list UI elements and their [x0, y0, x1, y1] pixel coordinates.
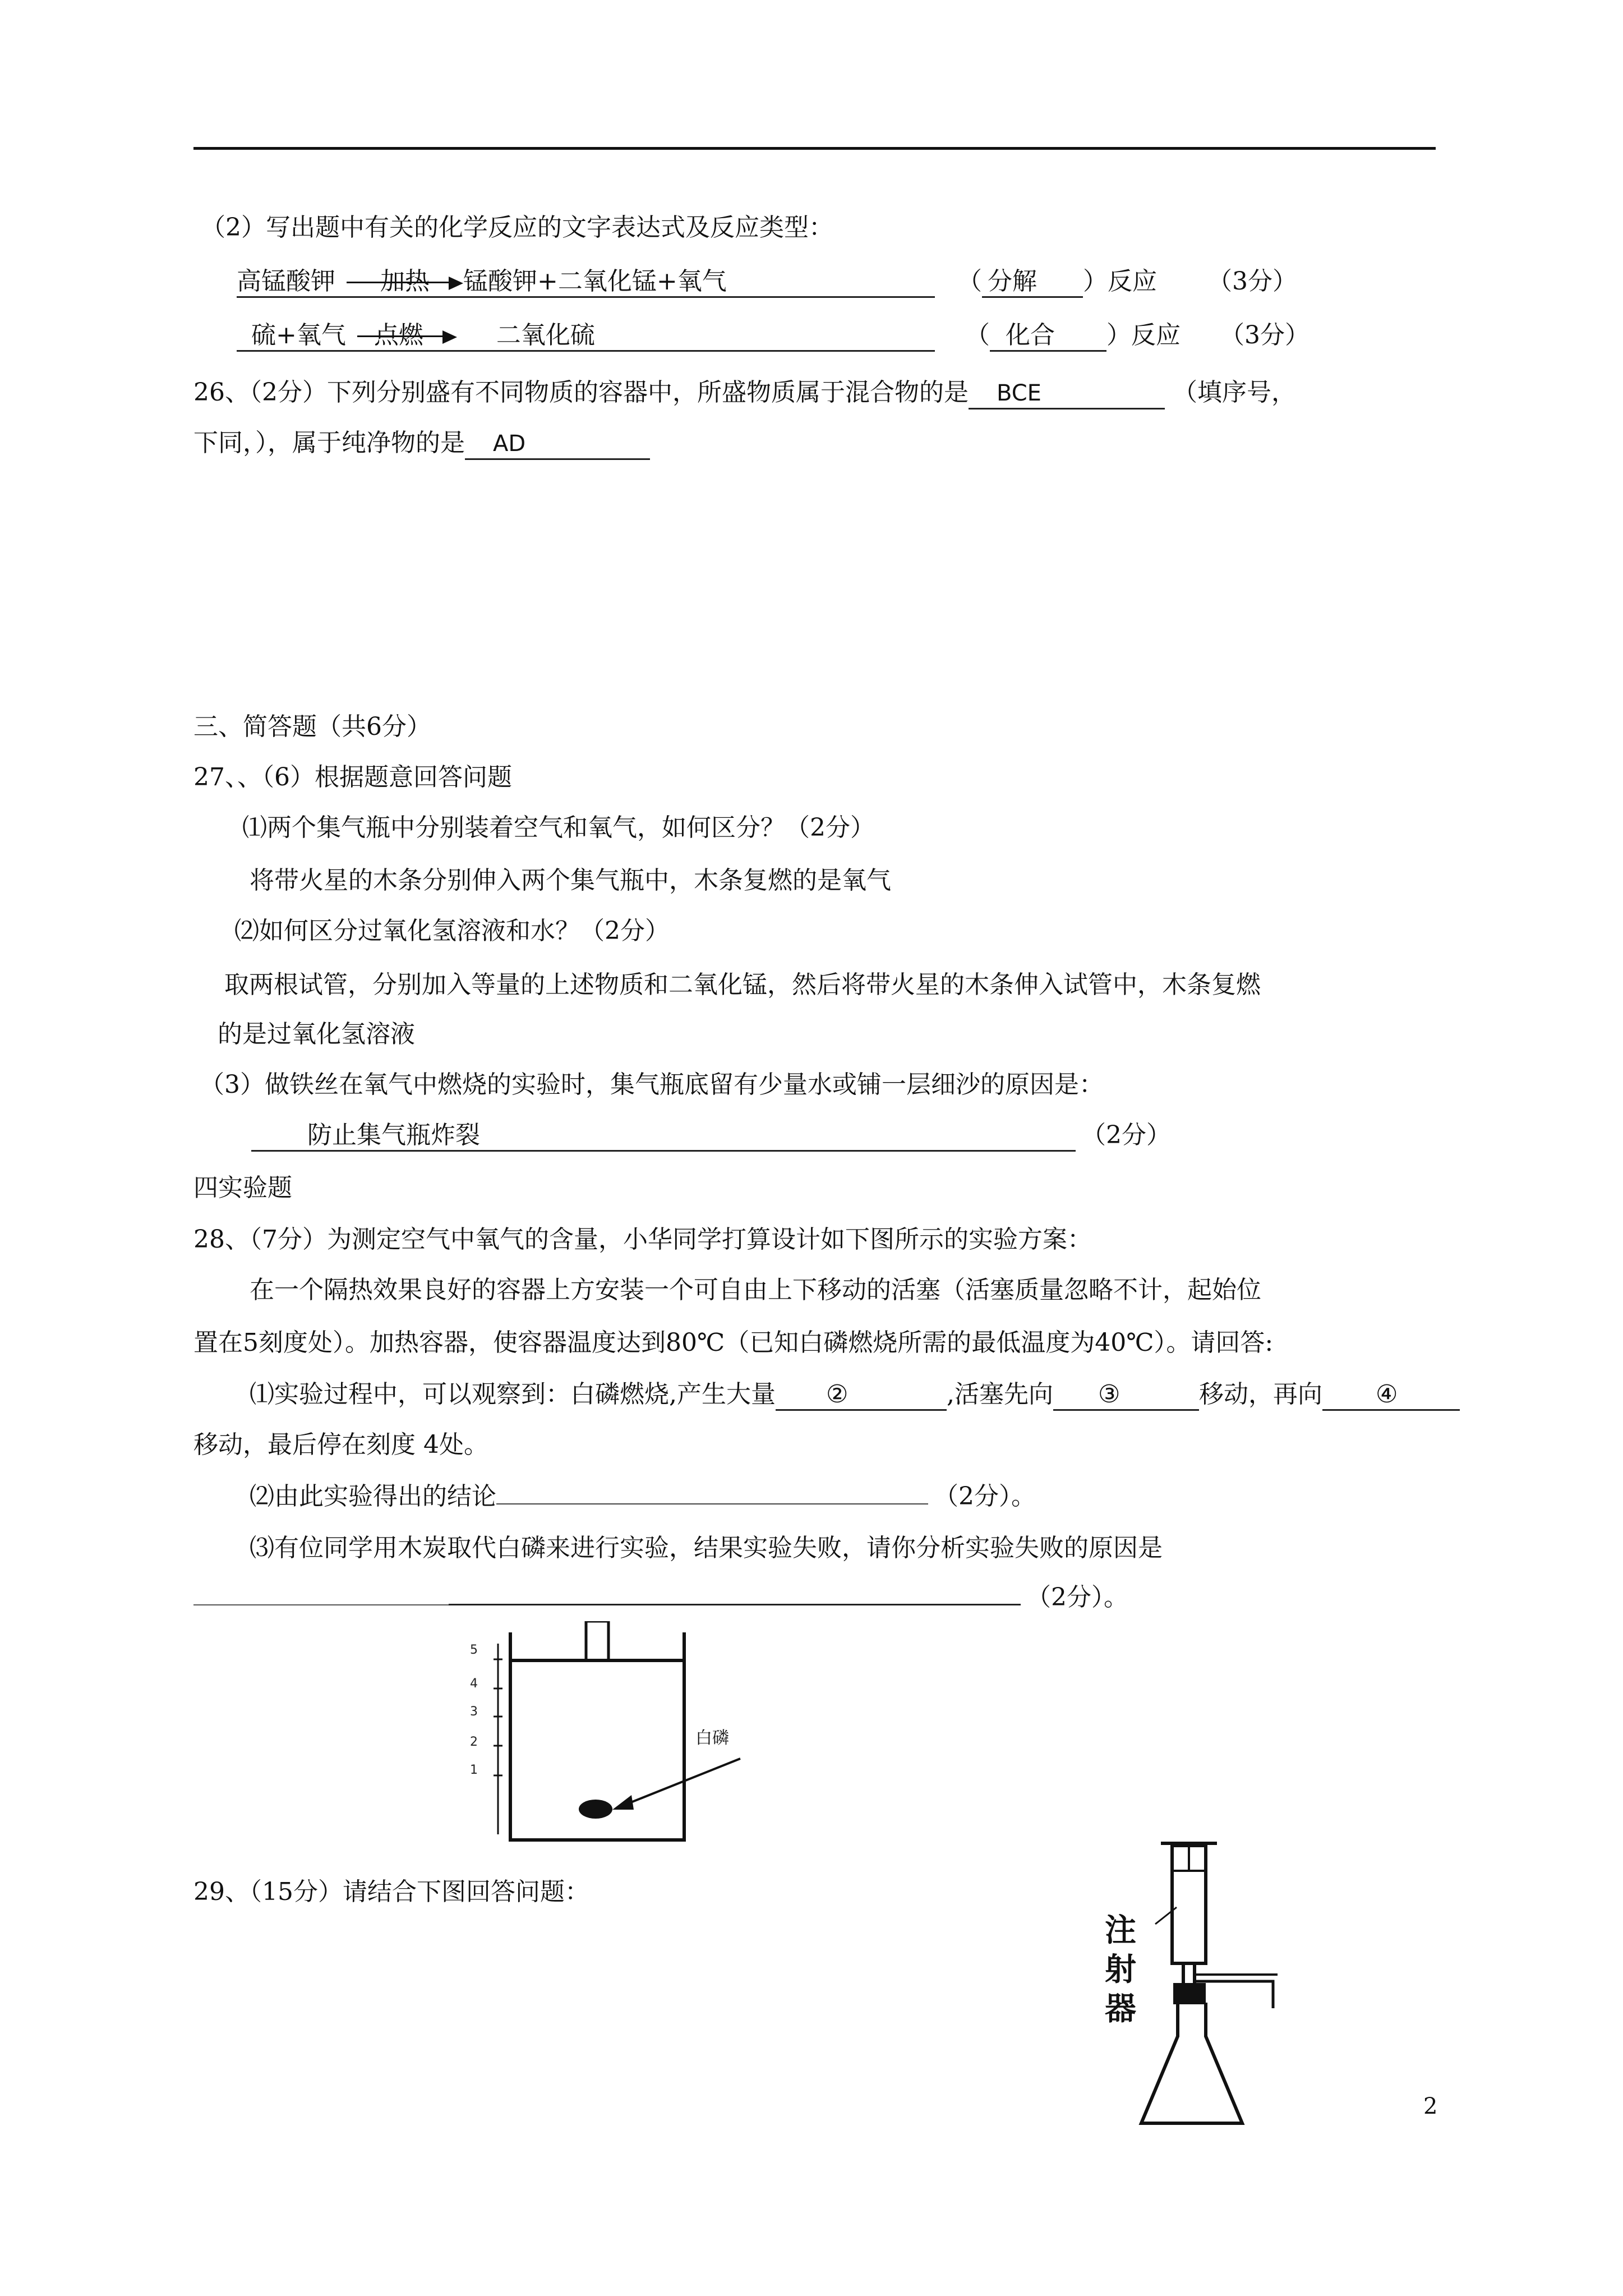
reaction-type-2: 化合 [990, 321, 1106, 352]
q26-text: 26、（2分）下列分别盛有不同物质的容器中，所盛物质属于混合物的是 [193, 378, 969, 407]
syringe-label-3: 器 [1105, 1991, 1136, 2027]
page-number: 2 [1423, 2093, 1438, 2119]
q28-title: 28、（7分）为测定空气中氧气的含量，小华同学打算设计如下图所示的实验方案： [193, 1225, 1092, 1254]
score: （2分）。 [1026, 1583, 1128, 1612]
reaction-row-2 [237, 320, 1310, 352]
reaction-equation-1 [237, 267, 935, 298]
reaction-suffix: ）反应 [1106, 321, 1181, 349]
paren-open: （ [957, 267, 982, 296]
q27-p2: ⑵如何区分过氧化氢溶液和水？（2分） [234, 917, 670, 945]
q28-i3: ⑶有位同学用木炭取代白磷来进行实验，结果实验失败，请你分析实验失败的原因是 [250, 1534, 1163, 1562]
blank-4: ④ [1322, 1380, 1460, 1411]
reason-blank-a [193, 1604, 449, 1605]
reason-blank-b [449, 1604, 1021, 1605]
piston-rod [586, 1621, 608, 1660]
q28-i1-text2: ,活塞先向 [946, 1380, 1053, 1409]
conclusion-blank [496, 1503, 928, 1504]
syringe-label-2: 射 [1105, 1952, 1136, 1988]
reaction-type-1: 分解 [982, 267, 1083, 298]
q27-title: 27、、（6）根据题意回答问题 [193, 763, 512, 792]
score: （3分） [1207, 267, 1297, 296]
pure-answer: AD [465, 429, 650, 460]
q28-d1: 在一个隔热效果良好的容器上方安装一个可自由上下移动的活塞（活塞质量忽略不计，起始位 [250, 1276, 1261, 1304]
reaction-equation-2 [237, 321, 935, 352]
tick-1: 1 [470, 1763, 478, 1777]
q26-text2: （填序号， [1172, 378, 1296, 407]
q26-line1 [193, 377, 1296, 409]
syringe-label-1: 注 [1105, 1912, 1136, 1949]
tick-2: 2 [470, 1735, 478, 1749]
pointer-arrowhead-icon [612, 1795, 634, 1810]
header-rule [193, 147, 1436, 150]
reaction-row-1 [237, 266, 1297, 298]
q27-a2b: 的是过氧化氢溶液 [218, 1020, 415, 1048]
phosphorus-label: 白磷 [695, 1728, 729, 1748]
reaction-arrow [347, 267, 452, 296]
reaction-arrow [357, 321, 446, 350]
reaction-suffix: ）反应 [1083, 267, 1157, 296]
q27-p1: ⑴两个集气瓶中分别装着空气和氧气，如何区分？（2分） [242, 813, 875, 842]
conical-flask [1141, 2003, 1242, 2123]
score: （2分）。 [934, 1482, 1036, 1511]
syringe-flask-figure [1094, 1840, 1284, 2143]
q28-i1d: 移动，最后停在刻度 4处。 [193, 1430, 488, 1459]
reactant-text: 高锰酸钾 [237, 267, 335, 296]
q27-a1: 将带火星的木条分别伸入两个集气瓶中，木条复燃的是氧气 [250, 866, 891, 895]
q28-i1-text: ⑴实验过程中，可以观察到：白磷燃烧,产生大量 [250, 1380, 776, 1409]
tick-5: 5 [470, 1643, 478, 1657]
q26-line2 [193, 427, 650, 460]
blank-3: ③ [1053, 1380, 1199, 1411]
paren-open: （ [965, 321, 990, 349]
q27-p3: （3）做铁丝在氧气中燃烧的实验时，集气瓶底留有少量水或铺一层细沙的原因是： [200, 1070, 1104, 1099]
q28-i2-text: ⑵由此实验得出的结论 [250, 1482, 496, 1511]
section4-title: 四实验题 [193, 1174, 292, 1202]
stopper [1175, 1985, 1204, 2003]
piston-container-figure [449, 1621, 763, 1857]
mixture-answer: BCE [969, 379, 1165, 409]
white-phosphorus-blob [579, 1800, 612, 1819]
section3-title: 三、简答题（共6分） [193, 712, 431, 741]
product-text: 锰酸钾+二氧化锰+氧气 [463, 267, 727, 296]
q27-a3: 防止集气瓶炸裂 [251, 1121, 1076, 1152]
q27-a3-row [251, 1120, 1171, 1152]
q28-d2: 置在5刻度处）。加热容器，使容器温度达到80℃（已知白磷燃烧所需的最低温度为40℃）。请回答: [193, 1328, 1274, 1357]
product-text: 二氧化硫 [496, 321, 595, 349]
score: （2分） [1081, 1121, 1171, 1149]
tick-3: 3 [470, 1705, 478, 1719]
score: （3分） [1220, 321, 1310, 349]
q27-a2a: 取两根试管，分别加入等量的上述物质和二氧化锰，然后将带火星的木条伸入试管中，木条复燃 [224, 970, 1261, 999]
q26-text3: 下同，），属于纯净物的是 [193, 429, 465, 457]
q28-i1 [250, 1379, 1460, 1411]
condition-text: 点燃 [374, 321, 423, 349]
tick-4: 4 [470, 1677, 478, 1691]
q28-i1-text3: 移动，再向 [1198, 1380, 1322, 1409]
q28-i2 [250, 1481, 1036, 1512]
q29-title: 29、（15分）请结合下图回答问题： [193, 1878, 589, 1906]
reactant-text: 硫+氧气 [251, 321, 346, 349]
q25-part2: （2）写出题中有关的化学反应的文字表达式及反应类型： [201, 213, 833, 242]
blank-2: ② [776, 1380, 947, 1411]
condition-text: 加热 [380, 267, 430, 296]
q28-i3-row [193, 1582, 1128, 1613]
